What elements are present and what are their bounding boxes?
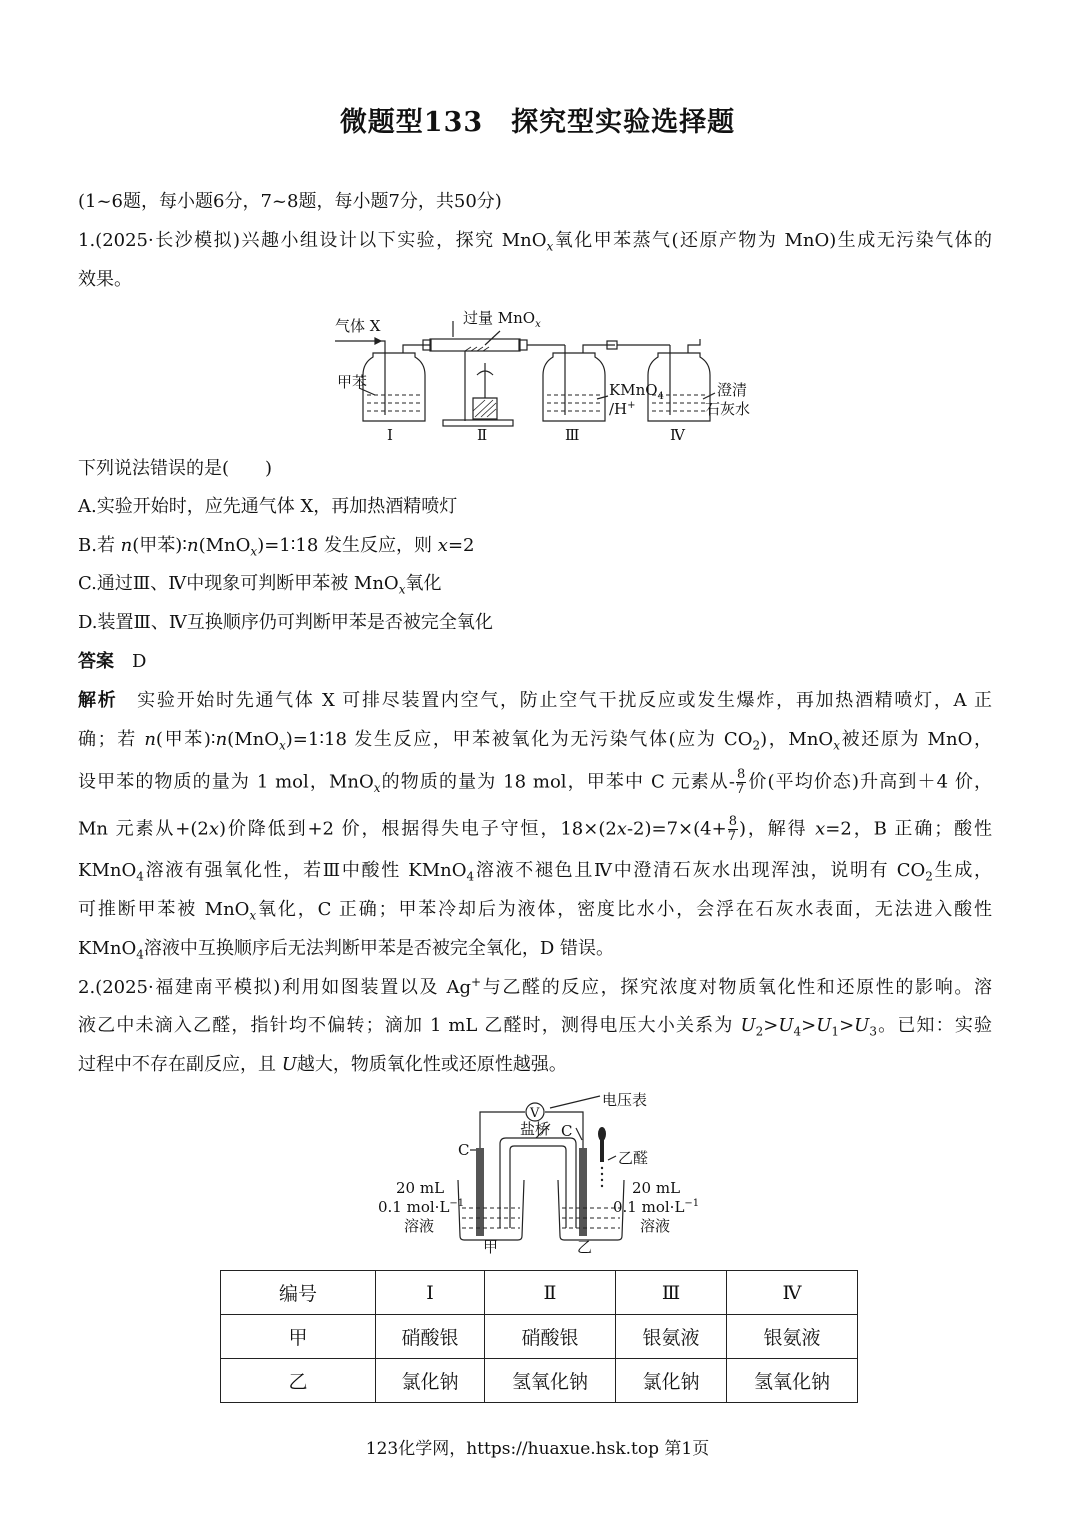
electrode-right-label: C	[561, 1122, 573, 1140]
salt-bridge-label: 盐桥	[520, 1120, 551, 1138]
svg-text:气体 X: 气体 X	[335, 317, 381, 335]
beaker-yi-label: 乙	[577, 1238, 593, 1256]
svg-text:甲苯: 甲苯	[337, 373, 368, 391]
svg-text:澄清: 澄清	[717, 381, 748, 399]
svg-text:20 mL: 20 mL	[396, 1179, 445, 1197]
q1-ask: 下列说法错误的是( )	[78, 458, 273, 479]
q1-stem-line2: 效果。	[78, 269, 132, 290]
svg-text:20 mL: 20 mL	[632, 1179, 681, 1197]
q2-stem-line3: 过程中不存在副反应，且 U越大，物质氧化性或还原性越强。	[78, 1054, 567, 1075]
q2-stem-line1: 2.(2025·福建南平模拟)利用如图装置以及 Ag+与乙醛的反应，探究浓度对物质氧化性和还原性的影响。溶	[78, 975, 992, 998]
q1-option-c: C.通过Ⅲ、Ⅳ中现象可判断甲苯被 MnO$_x$氧化	[78, 573, 442, 597]
svg-text:KMnO4: KMnO$_4$	[609, 381, 664, 402]
table-row: 甲 硝酸银 硝酸银 银氨液 银氨液	[221, 1315, 858, 1359]
voltmeter-symbol: V	[530, 1106, 540, 1121]
q1-analysis-line1: 解析 实验开始时先通气体 X 可排尽装置内空气，防止空气干扰反应或发生爆炸，再加热酒精喷灯，A 正	[78, 690, 992, 711]
label-iv: Ⅳ	[670, 426, 685, 444]
voltmeter-label: 电压表	[602, 1091, 648, 1109]
score-note: (1~6题，每小题6分，7~8题，每小题7分，共50分)	[78, 191, 502, 212]
fraction-8-7: $\frac{8}{7}$	[735, 767, 746, 797]
fraction-8-7: $\frac{8}{7}$	[727, 814, 737, 844]
q1-stem-line1: 1.(2025·长沙模拟)兴趣小组设计以下实验，探究 MnO$_x$氧化甲苯蒸气(还原产物为 MnO)生成无污染气体的	[78, 230, 992, 254]
aldehyde-label: 乙醛	[618, 1149, 649, 1167]
q2-table	[220, 1270, 858, 1403]
q1-analysis-line7: KMnO$_4$溶液中互换顺序后无法判断甲苯是否被完全氧化，D 错误。	[78, 938, 615, 962]
q2-stem-line2: 液乙中未滴入乙醛，指针均不偏转；滴加 1 mL 乙醛时，测得电压大小关系为 $U_2>U_4>U_1>U_3$。已知：实验	[78, 1015, 993, 1039]
q1-option-a: A.实验开始时，应先通气体 X，再加热酒精喷灯	[78, 496, 458, 517]
label-iii: Ⅲ	[565, 426, 580, 444]
table-row: 乙 氯化钠 氢氧化钠 氯化钠 氢氧化钠	[221, 1359, 858, 1403]
q1-option-d: D.装置Ⅲ、Ⅳ互换顺序仍可判断甲苯是否被完全氧化	[78, 612, 493, 633]
page-title: 微题型133 探究型实验选择题	[339, 107, 736, 138]
page-footer: 123化学网，https://huaxue.hsk.top 第1页	[365, 1439, 710, 1459]
svg-text:过量 MnOx: 过量 MnO$_x$	[463, 309, 541, 330]
q1-analysis-line6: 可推断甲苯被 MnO$_x$氧化，C 正确；甲苯冷却后为液体，密度比水小，会浮在石灰水表面，无法进入酸性	[78, 899, 992, 923]
svg-text:/H+: /H+	[609, 400, 636, 418]
table-row: 编号 Ⅰ Ⅱ Ⅲ Ⅳ	[221, 1271, 858, 1315]
electrode-left-label: C	[458, 1141, 470, 1159]
q1-analysis-line5: KMnO$_4$溶液有强氧化性，若Ⅲ中酸性 KMnO$_4$溶液不褪色且Ⅳ中澄清石灰水出现浑浊，说明有 $CO_2$生成，	[78, 860, 993, 884]
q2-cell-figure	[370, 1088, 710, 1258]
svg-text:0.1 mol·L−1: 0.1 $mol\cdot L^{-1}$	[613, 1198, 700, 1216]
svg-text:溶液: 溶液	[640, 1217, 671, 1235]
q1-option-b: B.若 n(甲苯)∶n(MnO$_x$)=1∶18 发生反应，则 x=2	[78, 535, 475, 559]
q1-analysis-line2: 确；若 n(甲苯)∶n(MnO$_x$)=1∶18 发生反应，甲苯被氧化为无污染气体(应为 $CO_2$)，MnO$_x$被还原为 MnO，	[78, 729, 992, 753]
q1-answer: 答案 D	[78, 651, 147, 672]
beaker-jia-label: 甲	[483, 1238, 499, 1256]
q1-apparatus-figure	[325, 303, 755, 448]
label-ii: Ⅱ	[477, 426, 488, 444]
label-i: Ⅰ	[387, 426, 393, 444]
svg-text:石灰水: 石灰水	[705, 400, 751, 418]
q1-analysis-line3: 设甲苯的物质的量为 1 mol，MnO$_x$的物质的量为 18 mol，甲苯中 C 元素从- $\frac{8}{7}$ 价(平均价态)升高到＋4 价，	[78, 767, 993, 797]
svg-text:0.1 mol·L−1: 0.1 $mol\cdot L^{-1}$	[378, 1198, 465, 1216]
q1-analysis-line4: Mn 元素从+(2x)价降低到+2 价，根据得失电子守恒，18×(2x-2)=7×(4+ $\frac{8}{7}$ )，解得 x=2，B 正确；酸性	[78, 814, 992, 844]
svg-text:溶液: 溶液	[404, 1217, 435, 1235]
